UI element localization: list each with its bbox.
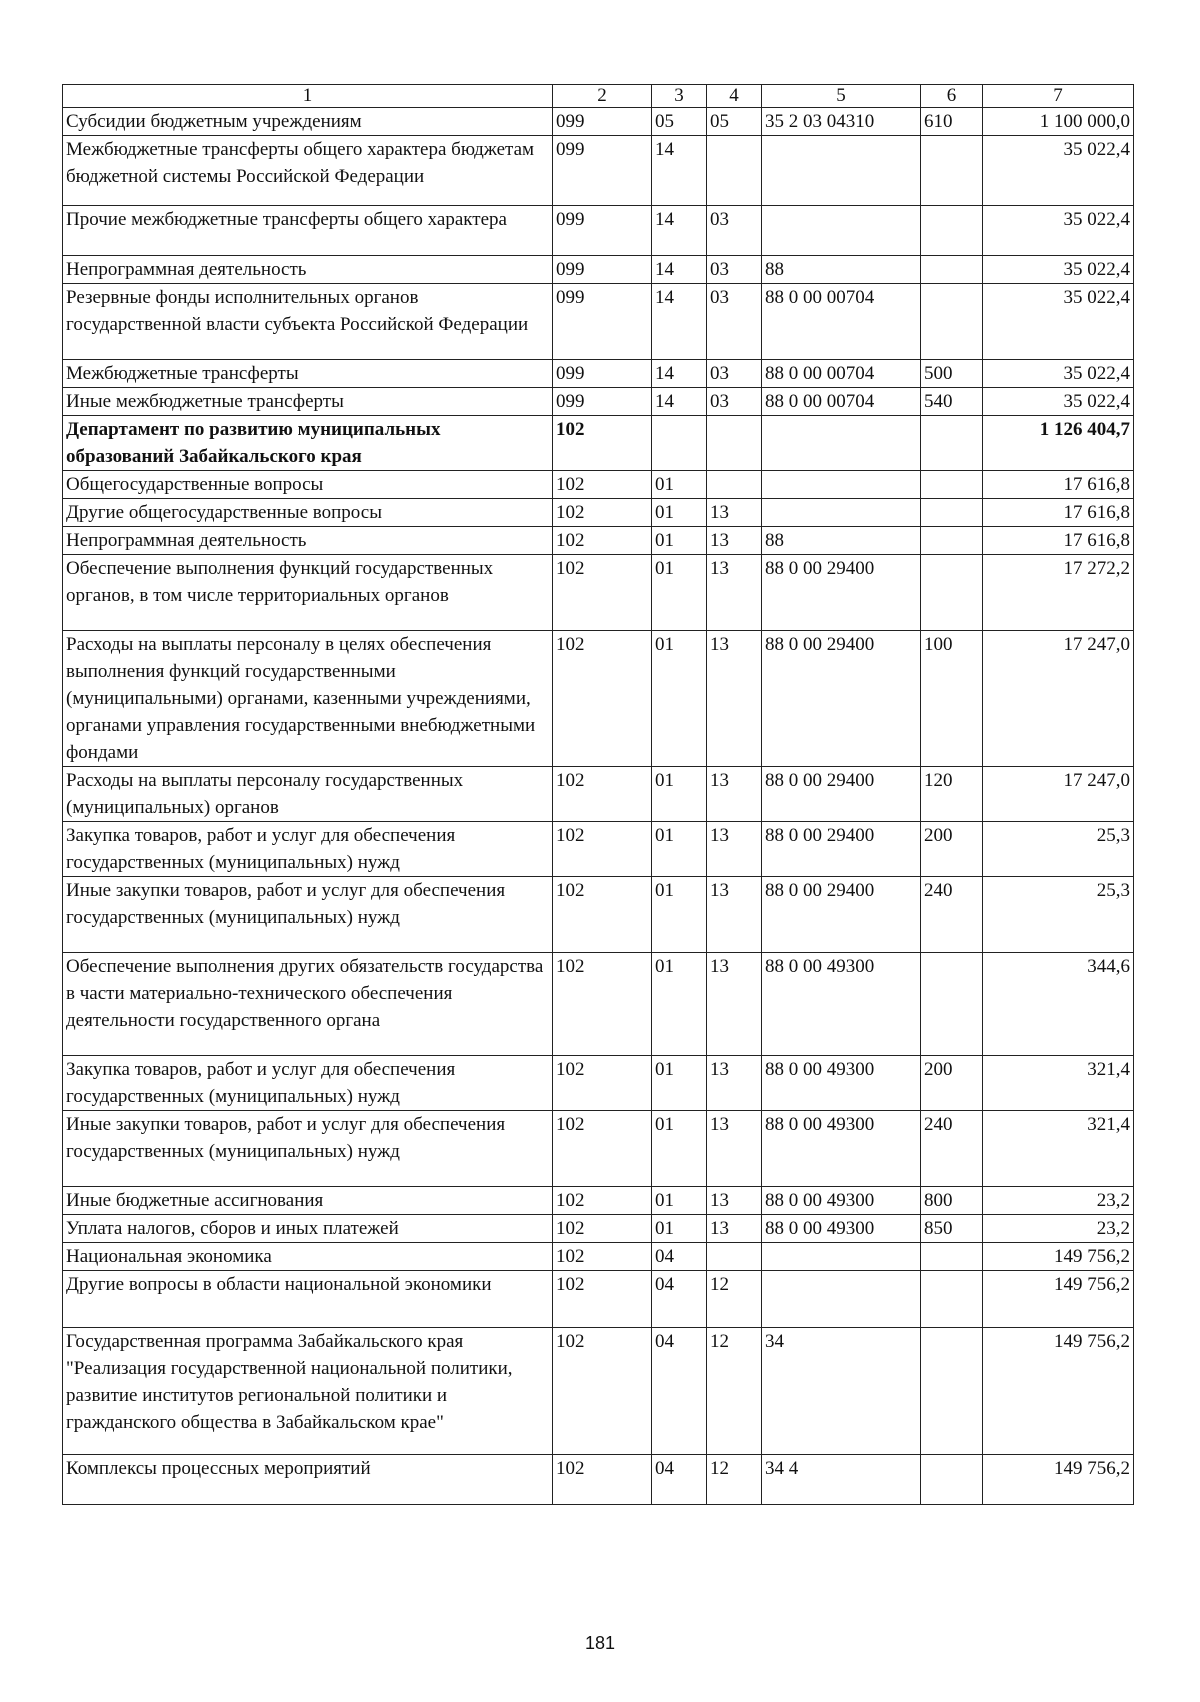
row-name-cell: Комплексы процессных мероприятий <box>63 1455 553 1505</box>
column-header: 5 <box>762 85 921 108</box>
amount-cell: 149 756,2 <box>983 1271 1134 1328</box>
expense-type-cell <box>921 953 983 1056</box>
amount-cell: 23,2 <box>983 1215 1134 1243</box>
expense-type-cell: 540 <box>921 388 983 416</box>
table-header-row <box>63 85 1134 108</box>
expense-type-cell <box>921 256 983 284</box>
section-code-cell: 05 <box>652 108 707 136</box>
amount-cell: 321,4 <box>983 1111 1134 1187</box>
table-row <box>63 499 1134 527</box>
table-row <box>63 527 1134 555</box>
ministry-code-cell: 099 <box>553 136 652 206</box>
table-row <box>63 360 1134 388</box>
ministry-code-cell: 102 <box>553 822 652 877</box>
expense-type-cell: 200 <box>921 1056 983 1111</box>
amount-cell: 23,2 <box>983 1187 1134 1215</box>
row-name-cell: Обеспечение выполнения функций государственных органов, в том числе территориальных органов <box>63 555 553 631</box>
amount-cell: 35 022,4 <box>983 388 1134 416</box>
ministry-code-cell: 102 <box>553 416 652 471</box>
row-name-cell: Расходы на выплаты персоналу государственных (муниципальных) органов <box>63 767 553 822</box>
column-header: 6 <box>921 85 983 108</box>
amount-cell: 17 247,0 <box>983 631 1134 767</box>
amount-cell: 149 756,2 <box>983 1243 1134 1271</box>
ministry-code-cell: 102 <box>553 499 652 527</box>
amount-cell: 17 272,2 <box>983 555 1134 631</box>
expense-type-cell <box>921 416 983 471</box>
amount-cell: 1 126 404,7 <box>983 416 1134 471</box>
budget-table <box>62 84 1134 1505</box>
table-row <box>63 388 1134 416</box>
column-header: 2 <box>553 85 652 108</box>
expense-type-cell <box>921 284 983 360</box>
ministry-code-cell: 099 <box>553 206 652 256</box>
target-article-cell: 88 0 00 00704 <box>762 360 921 388</box>
table-row <box>63 416 1134 471</box>
ministry-code-cell: 102 <box>553 1243 652 1271</box>
ministry-code-cell: 102 <box>553 631 652 767</box>
ministry-code-cell: 102 <box>553 1215 652 1243</box>
row-name-cell: Закупка товаров, работ и услуг для обеспечения государственных (муниципальных) нужд <box>63 1056 553 1111</box>
subsection-code-cell: 13 <box>707 555 762 631</box>
expense-type-cell: 800 <box>921 1187 983 1215</box>
ministry-code-cell: 099 <box>553 284 652 360</box>
expense-type-cell <box>921 1271 983 1328</box>
table-row <box>63 1271 1134 1328</box>
target-article-cell: 88 0 00 49300 <box>762 1056 921 1111</box>
section-code-cell: 01 <box>652 822 707 877</box>
row-name-cell: Общегосударственные вопросы <box>63 471 553 499</box>
section-code-cell: 01 <box>652 1215 707 1243</box>
subsection-code-cell: 12 <box>707 1455 762 1505</box>
subsection-code-cell: 13 <box>707 631 762 767</box>
target-article-cell: 34 <box>762 1328 921 1455</box>
target-article-cell <box>762 1243 921 1271</box>
section-code-cell: 14 <box>652 388 707 416</box>
column-header: 1 <box>63 85 553 108</box>
row-name-cell: Департамент по развитию муниципальных образований Забайкальского края <box>63 416 553 471</box>
section-code-cell: 04 <box>652 1271 707 1328</box>
target-article-cell <box>762 471 921 499</box>
target-article-cell: 88 0 00 49300 <box>762 1215 921 1243</box>
row-name-cell: Иные закупки товаров, работ и услуг для обеспечения государственных (муниципальных) нужд <box>63 1111 553 1187</box>
table-row <box>63 256 1134 284</box>
table-row <box>63 555 1134 631</box>
table-row <box>63 822 1134 877</box>
page-number: 181 <box>584 1633 616 1653</box>
subsection-code-cell: 03 <box>707 388 762 416</box>
subsection-code-cell: 13 <box>707 527 762 555</box>
target-article-cell <box>762 416 921 471</box>
section-code-cell: 14 <box>652 360 707 388</box>
subsection-code-cell <box>707 416 762 471</box>
amount-cell: 25,3 <box>983 822 1134 877</box>
expense-type-cell <box>921 499 983 527</box>
target-article-cell <box>762 1271 921 1328</box>
expense-type-cell: 100 <box>921 631 983 767</box>
section-code-cell: 01 <box>652 471 707 499</box>
subsection-code-cell: 03 <box>707 360 762 388</box>
section-code-cell: 01 <box>652 1056 707 1111</box>
target-article-cell: 88 0 00 29400 <box>762 767 921 822</box>
subsection-code-cell: 13 <box>707 822 762 877</box>
table-row <box>63 631 1134 767</box>
subsection-code-cell: 03 <box>707 284 762 360</box>
subsection-code-cell: 13 <box>707 877 762 953</box>
subsection-code-cell: 13 <box>707 499 762 527</box>
ministry-code-cell: 102 <box>553 527 652 555</box>
amount-cell: 35 022,4 <box>983 256 1134 284</box>
target-article-cell: 88 0 00 49300 <box>762 953 921 1056</box>
section-code-cell: 14 <box>652 256 707 284</box>
ministry-code-cell: 099 <box>553 256 652 284</box>
row-name-cell: Иные закупки товаров, работ и услуг для обеспечения государственных (муниципальных) нужд <box>63 877 553 953</box>
expense-type-cell <box>921 555 983 631</box>
amount-cell: 35 022,4 <box>983 284 1134 360</box>
subsection-code-cell: 13 <box>707 1187 762 1215</box>
ministry-code-cell: 102 <box>553 1328 652 1455</box>
row-name-cell: Межбюджетные трансферты <box>63 360 553 388</box>
row-name-cell: Иные бюджетные ассигнования <box>63 1187 553 1215</box>
section-code-cell: 01 <box>652 767 707 822</box>
amount-cell: 17 247,0 <box>983 767 1134 822</box>
row-name-cell: Уплата налогов, сборов и иных платежей <box>63 1215 553 1243</box>
target-article-cell: 88 0 00 49300 <box>762 1111 921 1187</box>
row-name-cell: Иные межбюджетные трансферты <box>63 388 553 416</box>
table-row <box>63 136 1134 206</box>
row-name-cell: Межбюджетные трансферты общего характера бюджетам бюджетной системы Российской Федерации <box>63 136 553 206</box>
target-article-cell: 88 0 00 00704 <box>762 388 921 416</box>
expense-type-cell <box>921 1243 983 1271</box>
expense-type-cell: 120 <box>921 767 983 822</box>
table-body <box>63 108 1134 1505</box>
section-code-cell: 14 <box>652 136 707 206</box>
expense-type-cell: 610 <box>921 108 983 136</box>
target-article-cell: 88 0 00 49300 <box>762 1187 921 1215</box>
amount-cell: 17 616,8 <box>983 471 1134 499</box>
target-article-cell: 88 0 00 29400 <box>762 822 921 877</box>
amount-cell: 25,3 <box>983 877 1134 953</box>
row-name-cell: Расходы на выплаты персоналу в целях обеспечения выполнения функций государственными (муниципальными) органами, казенными учреждениями, органами управления государственными внебюджетными фондами <box>63 631 553 767</box>
subsection-code-cell: 12 <box>707 1271 762 1328</box>
section-code-cell: 01 <box>652 1187 707 1215</box>
ministry-code-cell: 099 <box>553 108 652 136</box>
ministry-code-cell: 102 <box>553 767 652 822</box>
subsection-code-cell: 03 <box>707 256 762 284</box>
expense-type-cell: 240 <box>921 1111 983 1187</box>
row-name-cell: Другие вопросы в области национальной экономики <box>63 1271 553 1328</box>
target-article-cell: 88 0 00 00704 <box>762 284 921 360</box>
table-row <box>63 877 1134 953</box>
expense-type-cell: 850 <box>921 1215 983 1243</box>
section-code-cell: 01 <box>652 555 707 631</box>
section-code-cell: 01 <box>652 631 707 767</box>
expense-type-cell <box>921 1455 983 1505</box>
ministry-code-cell: 102 <box>553 1111 652 1187</box>
section-code-cell: 14 <box>652 206 707 256</box>
section-code-cell <box>652 416 707 471</box>
table-row <box>63 284 1134 360</box>
subsection-code-cell <box>707 136 762 206</box>
expense-type-cell <box>921 136 983 206</box>
ministry-code-cell: 102 <box>553 1455 652 1505</box>
target-article-cell <box>762 136 921 206</box>
target-article-cell <box>762 499 921 527</box>
ministry-code-cell: 099 <box>553 388 652 416</box>
target-article-cell: 88 0 00 29400 <box>762 631 921 767</box>
amount-cell: 1 100 000,0 <box>983 108 1134 136</box>
subsection-code-cell: 13 <box>707 953 762 1056</box>
subsection-code-cell: 12 <box>707 1328 762 1455</box>
row-name-cell: Обеспечение выполнения других обязательств государства в части материально-технического обеспечения деятельности государственного органа <box>63 953 553 1056</box>
amount-cell: 344,6 <box>983 953 1134 1056</box>
subsection-code-cell: 13 <box>707 1056 762 1111</box>
table-row <box>63 1455 1134 1505</box>
section-code-cell: 01 <box>652 1111 707 1187</box>
section-code-cell: 04 <box>652 1328 707 1455</box>
section-code-cell: 01 <box>652 499 707 527</box>
table-row <box>63 953 1134 1056</box>
ministry-code-cell: 102 <box>553 1271 652 1328</box>
ministry-code-cell: 102 <box>553 953 652 1056</box>
amount-cell: 149 756,2 <box>983 1455 1134 1505</box>
amount-cell: 35 022,4 <box>983 206 1134 256</box>
table-row <box>63 1056 1134 1111</box>
row-name-cell: Субсидии бюджетным учреждениям <box>63 108 553 136</box>
table-row <box>63 1187 1134 1215</box>
target-article-cell: 88 0 00 29400 <box>762 877 921 953</box>
ministry-code-cell: 102 <box>553 555 652 631</box>
section-code-cell: 04 <box>652 1455 707 1505</box>
ministry-code-cell: 102 <box>553 471 652 499</box>
expense-type-cell <box>921 206 983 256</box>
table-row <box>63 1111 1134 1187</box>
target-article-cell <box>762 206 921 256</box>
row-name-cell: Прочие межбюджетные трансферты общего характера <box>63 206 553 256</box>
table-row <box>63 471 1134 499</box>
subsection-code-cell: 13 <box>707 767 762 822</box>
section-code-cell: 04 <box>652 1243 707 1271</box>
amount-cell: 17 616,8 <box>983 499 1134 527</box>
column-header: 3 <box>652 85 707 108</box>
target-article-cell: 35 2 03 04310 <box>762 108 921 136</box>
row-name-cell: Закупка товаров, работ и услуг для обеспечения государственных (муниципальных) нужд <box>63 822 553 877</box>
row-name-cell: Национальная экономика <box>63 1243 553 1271</box>
amount-cell: 321,4 <box>983 1056 1134 1111</box>
subsection-code-cell: 13 <box>707 1215 762 1243</box>
row-name-cell: Непрограммная деятельность <box>63 527 553 555</box>
row-name-cell: Другие общегосударственные вопросы <box>63 499 553 527</box>
table-row <box>63 1215 1134 1243</box>
row-name-cell: Непрограммная деятельность <box>63 256 553 284</box>
ministry-code-cell: 102 <box>553 1056 652 1111</box>
section-code-cell: 01 <box>652 953 707 1056</box>
expense-type-cell <box>921 471 983 499</box>
ministry-code-cell: 099 <box>553 360 652 388</box>
section-code-cell: 01 <box>652 527 707 555</box>
expense-type-cell: 200 <box>921 822 983 877</box>
expense-type-cell <box>921 1328 983 1455</box>
table-row <box>63 108 1134 136</box>
section-code-cell: 14 <box>652 284 707 360</box>
amount-cell: 149 756,2 <box>983 1328 1134 1455</box>
subsection-code-cell: 03 <box>707 206 762 256</box>
subsection-code-cell: 05 <box>707 108 762 136</box>
expense-type-cell: 500 <box>921 360 983 388</box>
ministry-code-cell: 102 <box>553 1187 652 1215</box>
row-name-cell: Государственная программа Забайкальского края "Реализация государственной национальной политики, развитие институтов региональной политики и гражданского общества в Забайкальском крае" <box>63 1328 553 1455</box>
column-header: 7 <box>983 85 1134 108</box>
amount-cell: 35 022,4 <box>983 136 1134 206</box>
target-article-cell: 34 4 <box>762 1455 921 1505</box>
amount-cell: 35 022,4 <box>983 360 1134 388</box>
table-row <box>63 767 1134 822</box>
section-code-cell: 01 <box>652 877 707 953</box>
expense-type-cell <box>921 527 983 555</box>
table-row <box>63 206 1134 256</box>
ministry-code-cell: 102 <box>553 877 652 953</box>
subsection-code-cell <box>707 471 762 499</box>
column-header: 4 <box>707 85 762 108</box>
table-row <box>63 1243 1134 1271</box>
target-article-cell: 88 <box>762 256 921 284</box>
row-name-cell: Резервные фонды исполнительных органов государственной власти субъекта Российской Федерации <box>63 284 553 360</box>
target-article-cell: 88 0 00 29400 <box>762 555 921 631</box>
subsection-code-cell <box>707 1243 762 1271</box>
target-article-cell: 88 <box>762 527 921 555</box>
expense-type-cell: 240 <box>921 877 983 953</box>
amount-cell: 17 616,8 <box>983 527 1134 555</box>
subsection-code-cell: 13 <box>707 1111 762 1187</box>
table-row <box>63 1328 1134 1455</box>
